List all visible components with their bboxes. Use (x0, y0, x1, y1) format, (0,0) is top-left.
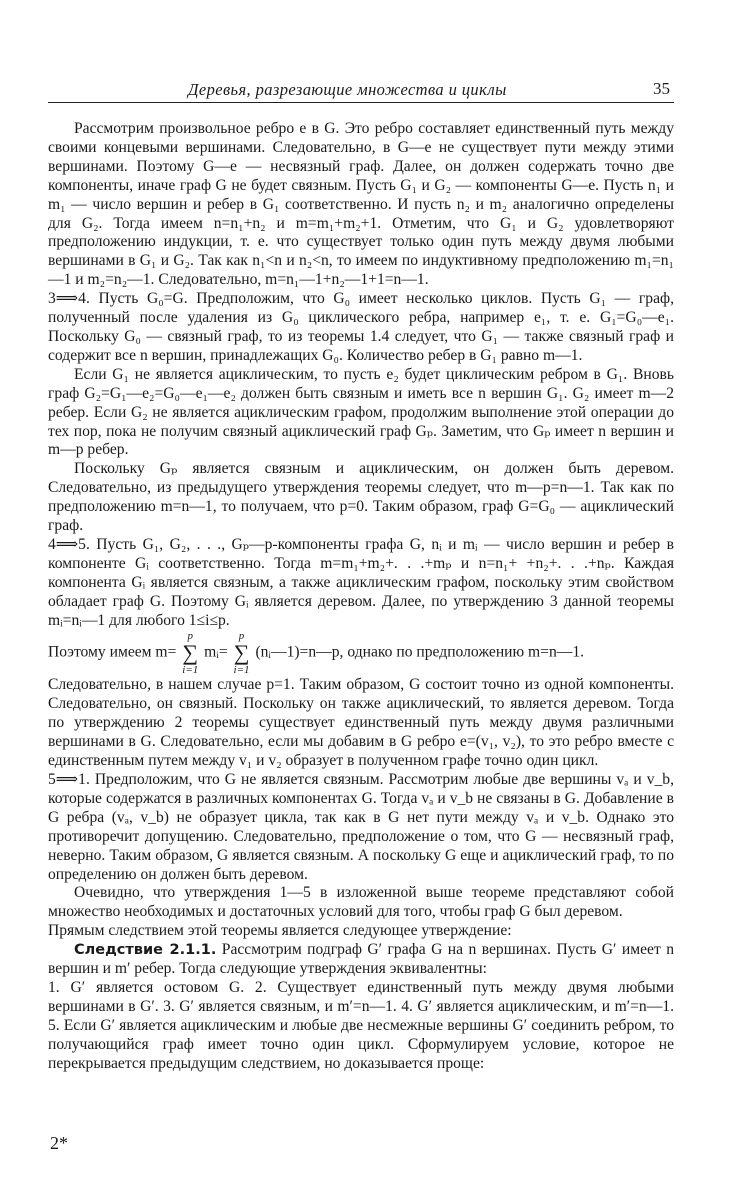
paragraph: 3⟹4. Пусть G₀=G. Предположим, что G₀ имеет несколько циклов. Пусть G₁ — граф, полученный после удаления из G₀ циклического ребра, например e₁, т. е. G₁=G₀—e₁. Поскольку G₀ — связный граф, то из теоремы 1.4 следует, что G₁ — также связный граф и содержит все n вершин, принадлежащих G₀. Количество ребер в G₁ равно m—1. (48, 290, 674, 364)
formula-part: (nᵢ—1)=n—p, однако по предположению m=n—1. (255, 644, 585, 662)
sum-operator (234, 630, 250, 676)
page-header (48, 78, 674, 103)
corollary (48, 941, 674, 979)
running-title: Деревья, разрезающие множества и циклы (188, 80, 507, 99)
signature-mark: 2* (50, 1133, 68, 1153)
paragraph: 4⟹5. Пусть G₁, G₂, . . ., Gₚ—p-компоненты графа G, nᵢ и mᵢ — число вершин и ребер в компоненте Gᵢ соответственно. Тогда m=m₁+m₂+. . .+mₚ и n=n₁+ +n₂+. . .+nₚ. Каждая компонента Gᵢ является связным, а также ациклическим графом, поскольку этим свойством обладает граф G. Поэтому Gᵢ является деревом. Далее, по утверждению 3 данной теоремы mᵢ=nᵢ—1 для любого 1≤i≤p. (48, 535, 674, 629)
sigma-symbol: ∑ (182, 640, 199, 666)
page-number: 35 (653, 79, 670, 98)
sum-lower-limit: i=1 (233, 664, 250, 677)
corollary-text: Рассмотрим подграф G′ графа G на n вершинах. Пусть G′ имеет n вершин и m′ ребер. Тогда следующие утверждения эквивалентны: (48, 941, 674, 978)
sum-upper-limit: p (187, 630, 193, 643)
paragraph: Очевидно, что утверждения 1—5 в изложенной выше теореме представляют собой множество необходимых и достаточных условий для того, чтобы граф G был деревом. (48, 884, 674, 921)
sigma-symbol: ∑ (233, 640, 250, 666)
formula-part: mᵢ= (204, 644, 228, 662)
formula-lead: Поэтому имеем m= (48, 644, 177, 662)
paragraph: 5⟹1. Предположим, что G не является связным. Рассмотрим любые две вершины vₐ и v_b, которые содержатся в различных компонентах G. Тогда vₐ и v_b не связаны в G. Добавление в G ребра (vₐ, v_b) не образует цикла, так как в G нет пути между vₐ и v_b. Однако это противоречит допущению. Следовательно, предположение о том, что G — несвязный граф, неверно. Таким образом, G является связным. А поскольку G еще и ациклический граф, то по определению он должен быть деревом. (48, 771, 674, 883)
paragraph: Следовательно, в нашем случае p=1. Таким образом, G состоит точно из одной компоненты. Следовательно, он связный. Поскольку он также ациклический, то является деревом. Тогда по утверждению 2 теоремы существует единственный путь между двумя различными вершинами в G. Следовательно, если мы добавим в G ребро e=(v₁, v₂), то это ребро вместе с единственным путем между v₁ и v₂ образует в полученном графе точно один цикл. (48, 676, 674, 770)
sum-operator (182, 630, 198, 676)
corollary-label: Следствие 2.1.1. (74, 942, 217, 959)
corollary-items: 1. G′ является остовом G. 2. Существует единственный путь между двумя любыми вершинами в G′. 3. G′ является связным, и m′=n—1. 4. G′ является ациклическим, и m′=n—1. 5. Если G′ является ациклическим и любые две несмежные вершины G′ соединить ребром, то получающийся граф имеет точно один цикл. Сформулируем условие, которое не перекрывается предыдущим следствием, но доказывается проще: (48, 978, 674, 1072)
paragraph: Прямым следствием этой теоремы является следующее утверждение: (48, 922, 512, 940)
sum-upper-limit: p (238, 630, 245, 643)
page-body (48, 120, 674, 1074)
sum-lower-limit: i=1 (182, 664, 199, 677)
paragraph: Если G₁ не является ациклическим, то пусть e₂ будет циклическим ребром в G₁. Вновь граф G₂=G₁—e₂=G₀—e₁—e₂ должен быть связным и иметь все n вершин G₁. G₂ имеет m—2 ребер. Если G₂ не является ациклическим графом, продолжим выполнение этой операции до тех пор, пока не получим связный ациклический граф Gₚ. Заметим, что Gₚ имеет n вершин и m—p ребер. (48, 365, 674, 459)
paragraph: Поскольку Gₚ является связным и ациклическим, он должен быть деревом. Следовательно, из предыдущего утверждения теоремы следует, что m—p=n—1. Так как по предположению m=n—1, то получаем, что p=0. Таким образом, граф G=G₀ — ациклический граф. (48, 460, 674, 535)
paragraph: Рассмотрим произвольное ребро e в G. Это ребро составляет единственный путь между своими концевыми вершинами. Следовательно, в G—e не существует пути между этими вершинами. Поэтому G—e — несвязный граф. Далее, он должен содержать точно две компоненты, иначе граф G не будет связным. Пусть G₁ и G₂ — компоненты G—e. Пусть n₁ и m₁ — число вершин и ребер в G₁ соответственно. И пусть n₂ и m₂ аналогично определены для G₂. Тогда имеем n=n₁+n₂ и m=m₁+m₂+1. Отметим, что G₁ и G₂ удовлетворяют предположению индукции, т. е. что существует только один путь между двумя любыми вершинами в G₁ и G₂. Так как n₁<n и n₂<n, то имеем по индуктивному предположению m₁=n₁—1 и m₂=n₂—1. Следовательно, m=n₁—1+n₂—1+1=n—1. (48, 120, 674, 289)
sum-formula (48, 630, 674, 676)
